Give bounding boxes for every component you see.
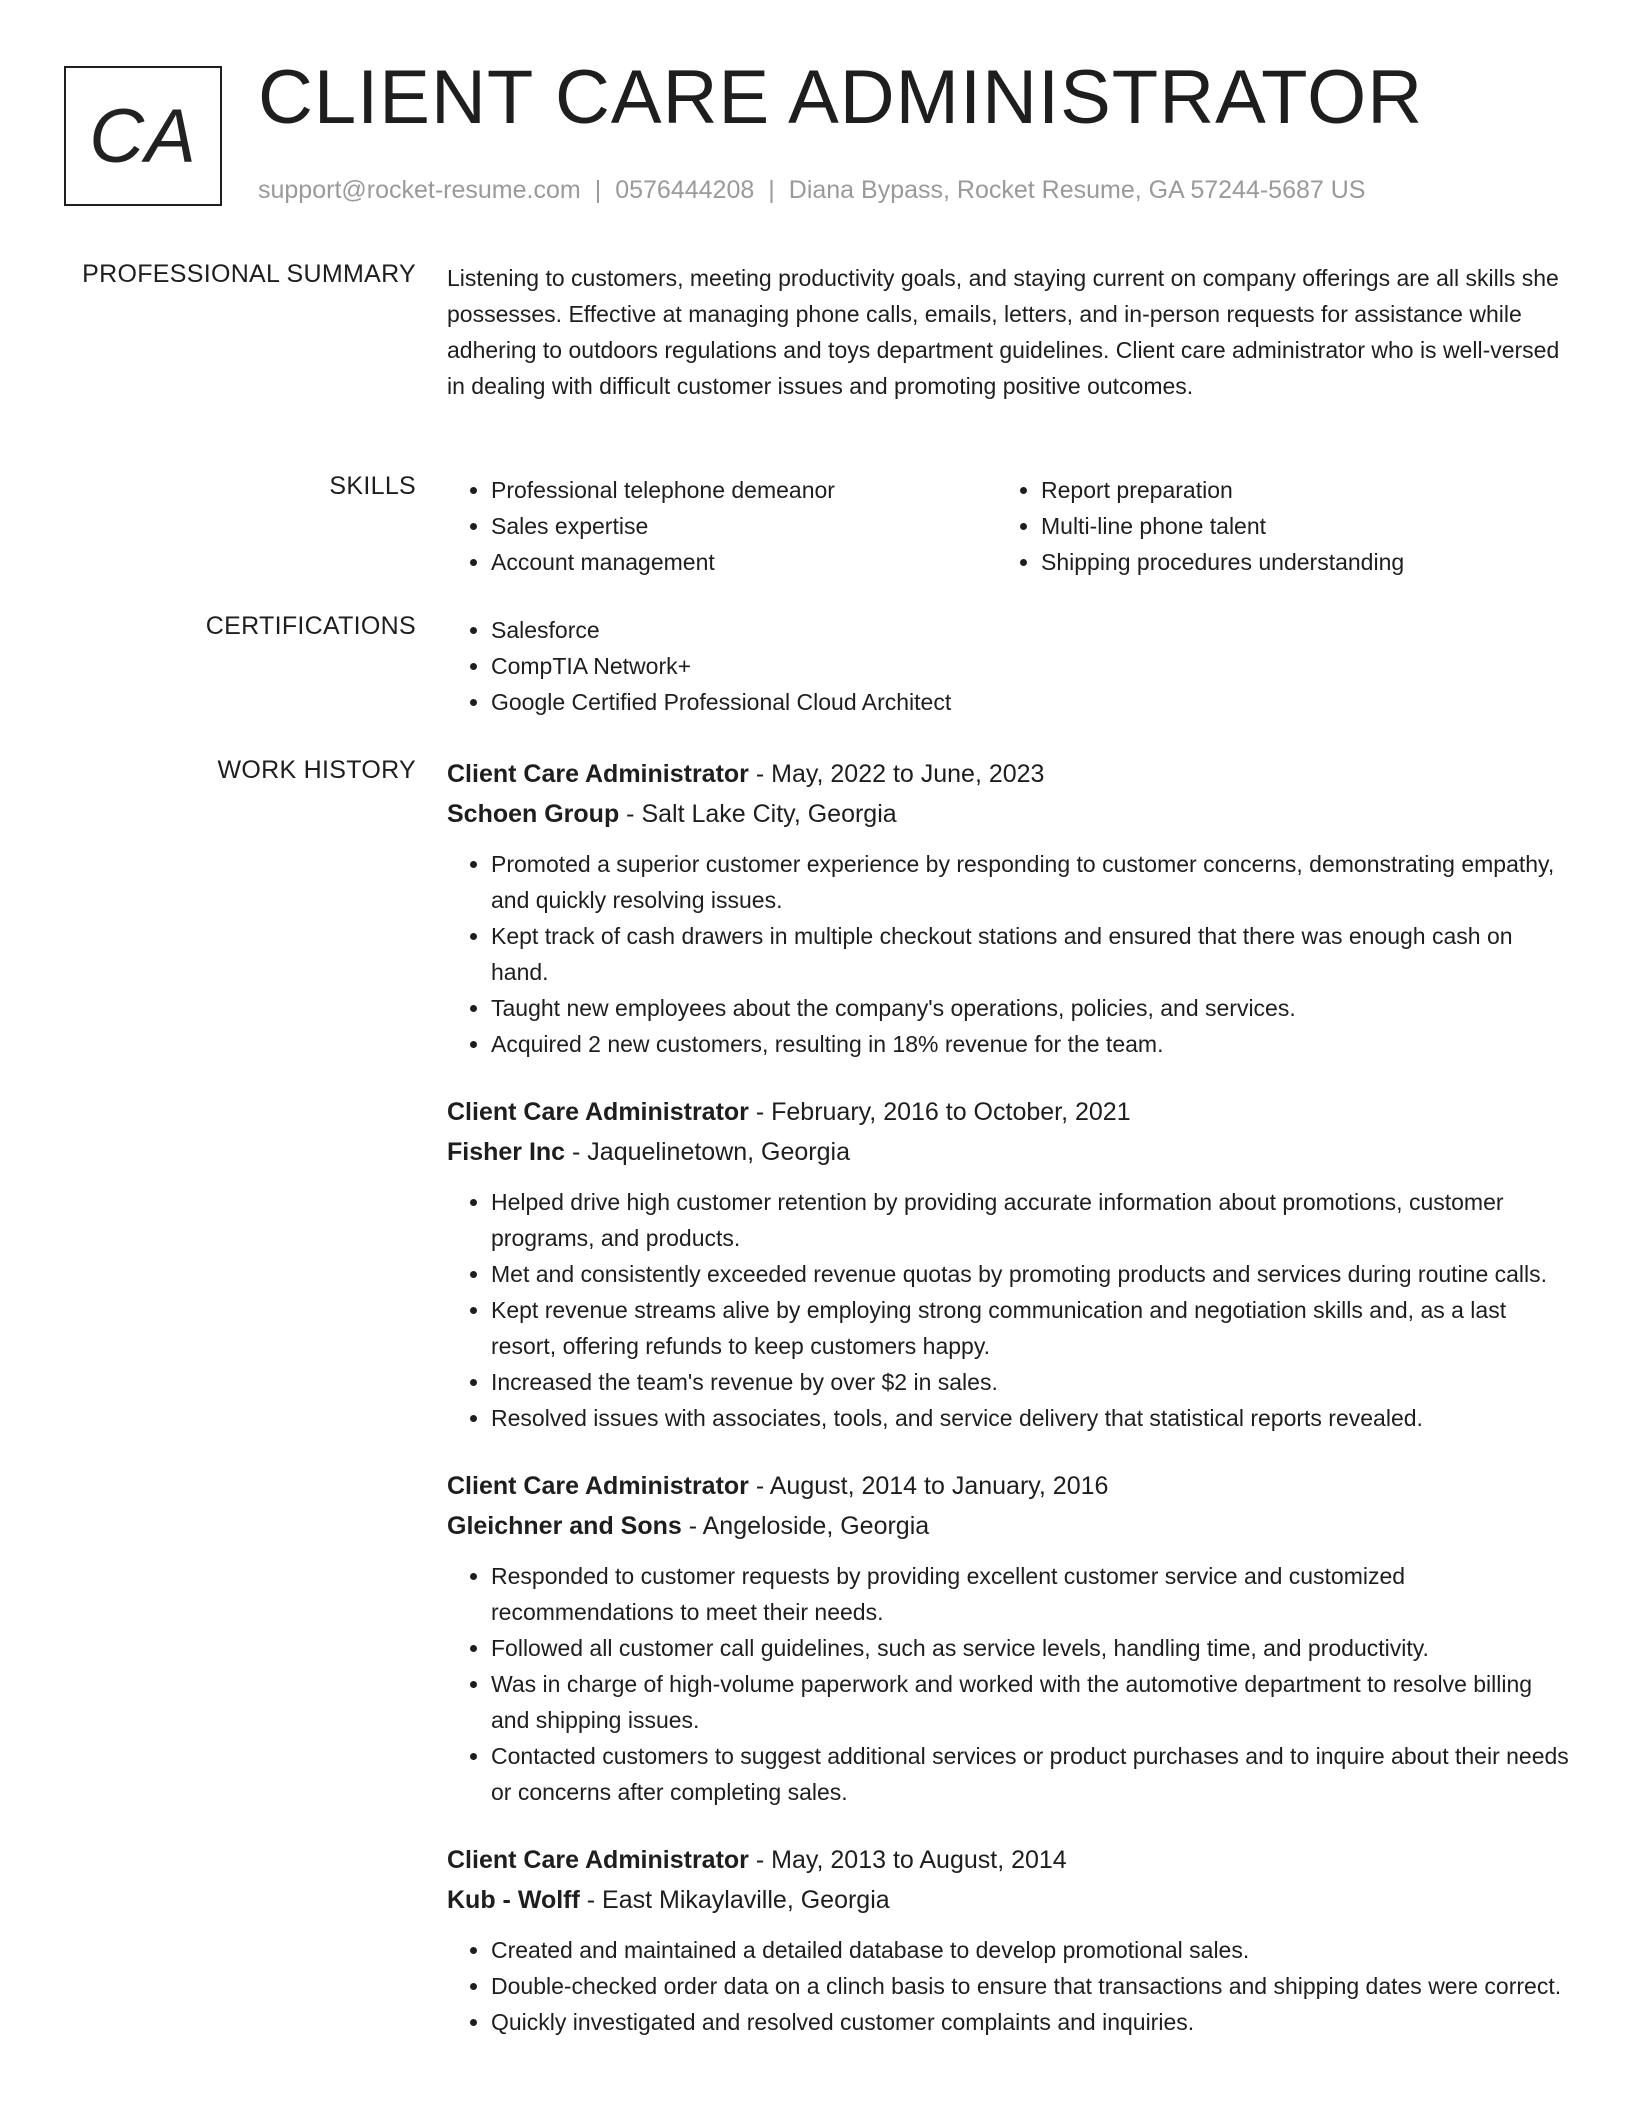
list-item: • Professional telephone demeanor (491, 472, 997, 508)
job-location: - East Mikaylaville, Georgia (579, 1886, 890, 1914)
section-title-certifications: CERTIFICATIONS (205, 612, 416, 640)
work-history-body (447, 754, 1569, 2070)
job-company: Schoen Group (447, 800, 620, 828)
contact-separator: | (594, 176, 602, 204)
skills-column-left (447, 472, 997, 580)
job-entry (447, 1092, 1569, 1436)
monogram-logo: CA (64, 66, 222, 206)
list-item: • Was in charge of high-volume paperwork and worked with the automotive department to resolve billing and shipping issues. (491, 1666, 1569, 1738)
job-bullets (447, 846, 1569, 1062)
certifications-body (447, 612, 1569, 720)
job-company: Fisher Inc (447, 1138, 566, 1166)
job-company: Kub - Wolff (447, 1886, 580, 1914)
job-location: - Angeloside, Georgia (681, 1512, 930, 1540)
list-item: • Created and maintained a detailed database to develop promotional sales. (491, 1932, 1569, 1968)
job-location: - Jaquelinetown, Georgia (565, 1138, 850, 1166)
job-entry (447, 1840, 1569, 2040)
job-company-line (447, 1506, 1569, 1546)
list-item: • Followed all customer call guidelines, such as service levels, handling time, and productivity. (491, 1630, 1569, 1666)
summary-text: Listening to customers, meeting productivity goals, and staying current on company offerings are all skills she possesses. Effective at managing phone calls, emails, letters, and in-person requests for assistance while adhering to outdoors regulations and toys department guidelines. Client care administrator who is well-versed in dealing with difficult customer issues and promoting positive outcomes. (447, 265, 1560, 399)
job-entry (447, 754, 1569, 1062)
contact-line (258, 176, 1365, 205)
section-title-skills: SKILLS (329, 472, 416, 500)
list-item: • Acquired 2 new customers, resulting in 18% revenue for the team. (491, 1026, 1569, 1062)
list-item: • Account management (491, 544, 997, 580)
list-item: • Taught new employees about the company's operations, policies, and services. (491, 990, 1569, 1026)
list-item: • CompTIA Network+ (491, 648, 1569, 684)
list-item: • Sales expertise (491, 508, 997, 544)
job-location: - Salt Lake City, Georgia (619, 800, 897, 828)
job-bullets (447, 1184, 1569, 1436)
job-role-line (447, 1466, 1569, 1506)
job-company: Gleichner and Sons (447, 1512, 682, 1540)
job-role: Client Care Administrator (447, 1472, 749, 1500)
list-item: • Promoted a superior customer experience by responding to customer concerns, demonstrating empathy, and quickly resolving issues. (491, 846, 1569, 918)
contact-separator: | (768, 176, 775, 204)
job-company-line (447, 1880, 1569, 1920)
job-dates: - May, 2022 to June, 2023 (748, 760, 1045, 788)
job-role-line (447, 1092, 1569, 1132)
page-title: CLIENT CARE ADMINISTRATOR (258, 55, 1424, 140)
job-dates: - August, 2014 to January, 2016 (748, 1472, 1109, 1500)
list-item: • Responded to customer requests by providing excellent customer service and customized recommendations to meet their needs. (491, 1558, 1569, 1630)
certifications-list (447, 612, 1569, 720)
job-role-line (447, 754, 1569, 794)
job-bullets (447, 1932, 1569, 2040)
job-role: Client Care Administrator (447, 1098, 749, 1126)
skills-grid (447, 472, 1569, 580)
list-item: • Helped drive high customer retention by providing accurate information about promotions, customer programs, and products. (491, 1184, 1569, 1256)
skills-column-right (997, 472, 1547, 580)
job-dates: - May, 2013 to August, 2014 (748, 1846, 1067, 1874)
contact-address: Diana Bypass, Rocket Resume, GA 57244-5687 US (788, 176, 1366, 204)
contact-email[interactable]: support@rocket-resume.com (258, 176, 581, 204)
contact-phone[interactable]: 0576444208 (615, 176, 755, 204)
list-item: • Contacted customers to suggest additional services or product purchases and to inquire about their needs or concerns after completing sales. (491, 1738, 1569, 1810)
list-item: • Shipping procedures understanding (1041, 544, 1547, 580)
list-item: • Quickly investigated and resolved customer complaints and inquiries. (491, 2004, 1569, 2040)
job-role: Client Care Administrator (447, 760, 749, 788)
list-item: • Double-checked order data on a clinch basis to ensure that transactions and shipping dates were correct. (491, 1968, 1569, 2004)
list-item: • Google Certified Professional Cloud Architect (491, 684, 1569, 720)
list-item: • Met and consistently exceeded revenue quotas by promoting products and services during routine calls. (491, 1256, 1569, 1292)
list-item: • Kept track of cash drawers in multiple checkout stations and ensured that there was enough cash on hand. (491, 918, 1569, 990)
list-item: • Salesforce (491, 612, 1569, 648)
job-dates: - February, 2016 to October, 2021 (748, 1098, 1131, 1126)
skills-list-left (447, 472, 997, 580)
list-item: • Resolved issues with associates, tools, and service delivery that statistical reports revealed. (491, 1400, 1569, 1436)
section-title-work-history: WORK HISTORY (217, 756, 416, 784)
list-item: • Multi-line phone talent (1041, 508, 1547, 544)
job-role: Client Care Administrator (447, 1846, 749, 1874)
list-item: • Report preparation (1041, 472, 1547, 508)
list-item: • Kept revenue streams alive by employing strong communication and negotiation skills and, as a last resort, offering refunds to keep customers happy. (491, 1292, 1569, 1364)
skills-list-right (997, 472, 1547, 580)
job-bullets (447, 1558, 1569, 1810)
job-company-line (447, 1132, 1569, 1172)
section-title-summary: PROFESSIONAL SUMMARY (82, 260, 416, 288)
job-entry (447, 1466, 1569, 1810)
job-role-line (447, 1840, 1569, 1880)
list-item: • Increased the team's revenue by over $2 in sales. (491, 1364, 1569, 1400)
job-company-line (447, 794, 1569, 834)
